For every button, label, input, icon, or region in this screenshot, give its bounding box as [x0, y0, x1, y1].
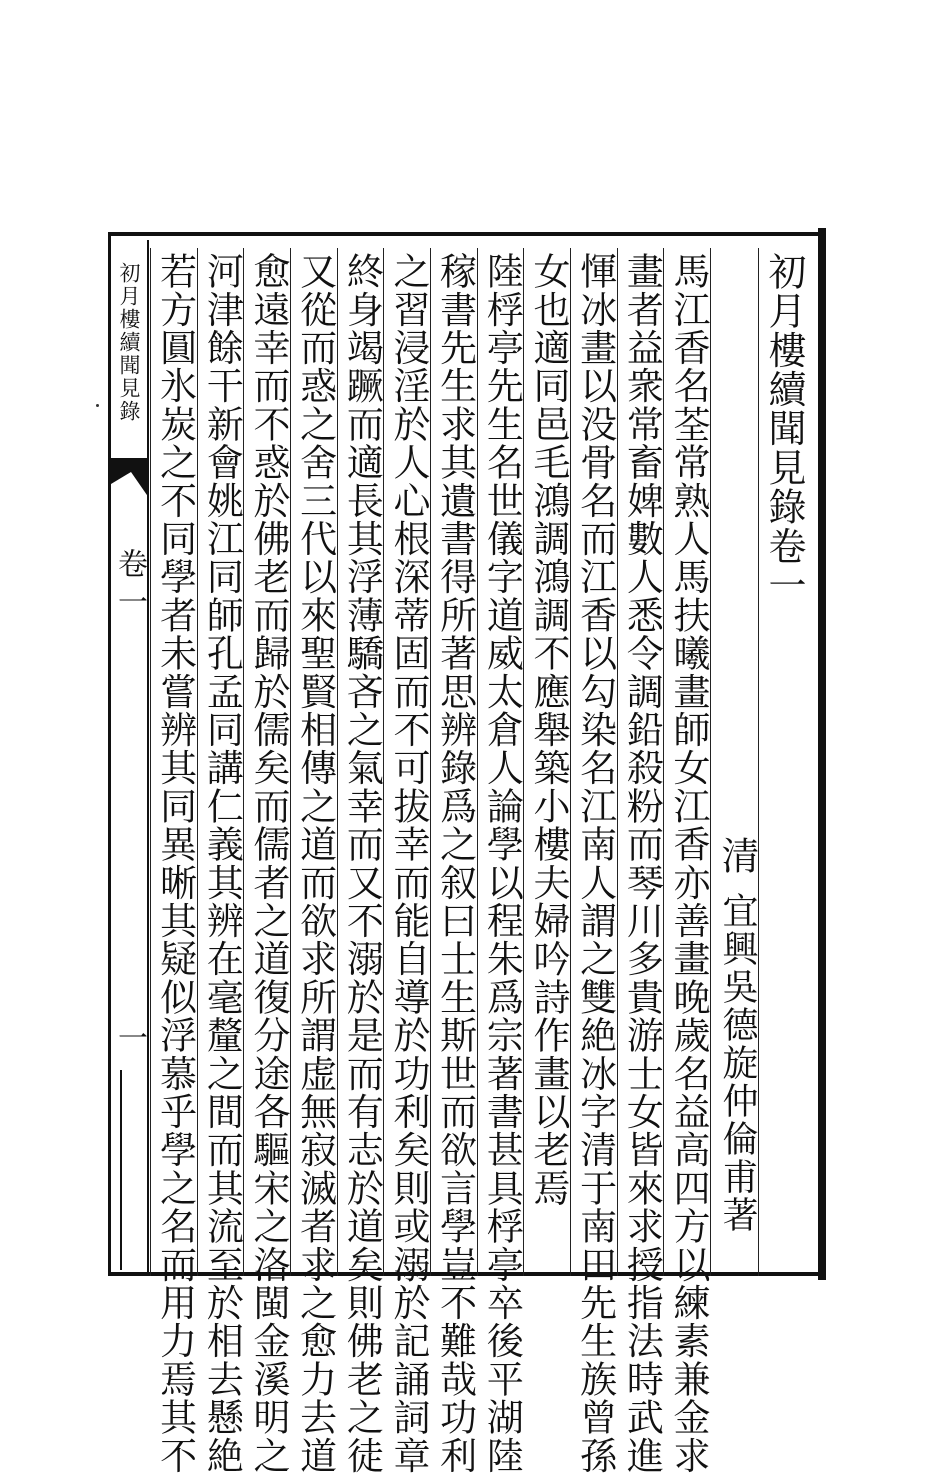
column-text: 馬江香名荃常熟人馬扶曦畫師女江香亦善畫晚歲名益高四方以練素兼金求: [667, 252, 710, 1474]
spine-page-number: 一: [112, 1022, 147, 1052]
text-column-11: [197, 248, 244, 1474]
column-text: 愈遠幸而不惑於佛老而歸於儒矣而儒者之道復分途各驅宋之洛閩金溪明之: [247, 252, 290, 1474]
text-column-2: [617, 248, 664, 1474]
dynasty: 清: [715, 836, 759, 874]
text-column-5: [477, 248, 524, 1474]
column-text: 陸桴亭先生名世儀字道威太倉人論學以程朱爲宗著書甚具桴亭卒後平湖陸: [480, 252, 524, 1474]
column-text: 女也適同邑毛鴻調鴻調不應舉築小樓夫婦吟詩作畫以老焉: [527, 252, 570, 1207]
text-column-8: [337, 248, 384, 1474]
spine-title: 初月樓續聞見錄: [117, 262, 141, 423]
text-column-4: [523, 248, 570, 1276]
spine-column: [111, 240, 149, 1273]
text-column-12: [150, 248, 197, 1474]
fishtail-mark: [111, 458, 149, 498]
column-text: 若方圓氷炭之不同學者未嘗辨其同異晰其疑似浮慕乎學之名而用力焉其不: [153, 252, 197, 1474]
column-text: 稼書先生求其遺書得所著思辨錄爲之叙曰士生斯世而欲言學豈不難哉功利: [433, 252, 477, 1474]
text-column-6: [430, 248, 477, 1474]
text-column-7: [383, 248, 430, 1474]
column-text: 終身竭蹶而適長其浮薄驕吝之氣幸而又不溺於是而有志於道矣則佛老之徒: [340, 252, 384, 1474]
book-heading: 初月樓續聞見錄卷一: [762, 252, 806, 605]
column-text: 河津餘干新會姚江同師孔孟同講仁義其辨在毫釐之間而其流至於相去懸絶: [200, 252, 244, 1474]
spine-lower-line: [120, 1070, 122, 1270]
margin-speck: [96, 404, 99, 407]
spine-volume: 卷一: [112, 548, 147, 624]
text-column-9: [290, 248, 337, 1474]
page-border-right: [818, 228, 826, 1280]
column-text: 之習浸淫於人心根深蒂固而不可拔幸而能自導於功利矣則或溺於記誦詞章: [387, 252, 430, 1474]
column-text: 畫者益衆常畜婢數人悉令調鉛殺粉而琴川多貴游士女皆來求授指法時武進: [620, 252, 664, 1474]
text-column-1: [663, 248, 710, 1474]
column-text: 惲冰畫以没骨名而江香以勾染名江南人謂之雙絶冰字清于南田先生族曾孫: [573, 252, 617, 1474]
title-column: [758, 248, 818, 1276]
text-column-10: [243, 248, 290, 1474]
author-line: 宜興吳德旋仲倫甫著: [717, 892, 758, 1234]
text-column-3: [570, 248, 617, 1474]
column-text: 又從而惑之舍三代以來聖賢相傳之道而欲求所謂虚無寂滅者求之愈力去道: [293, 252, 337, 1474]
